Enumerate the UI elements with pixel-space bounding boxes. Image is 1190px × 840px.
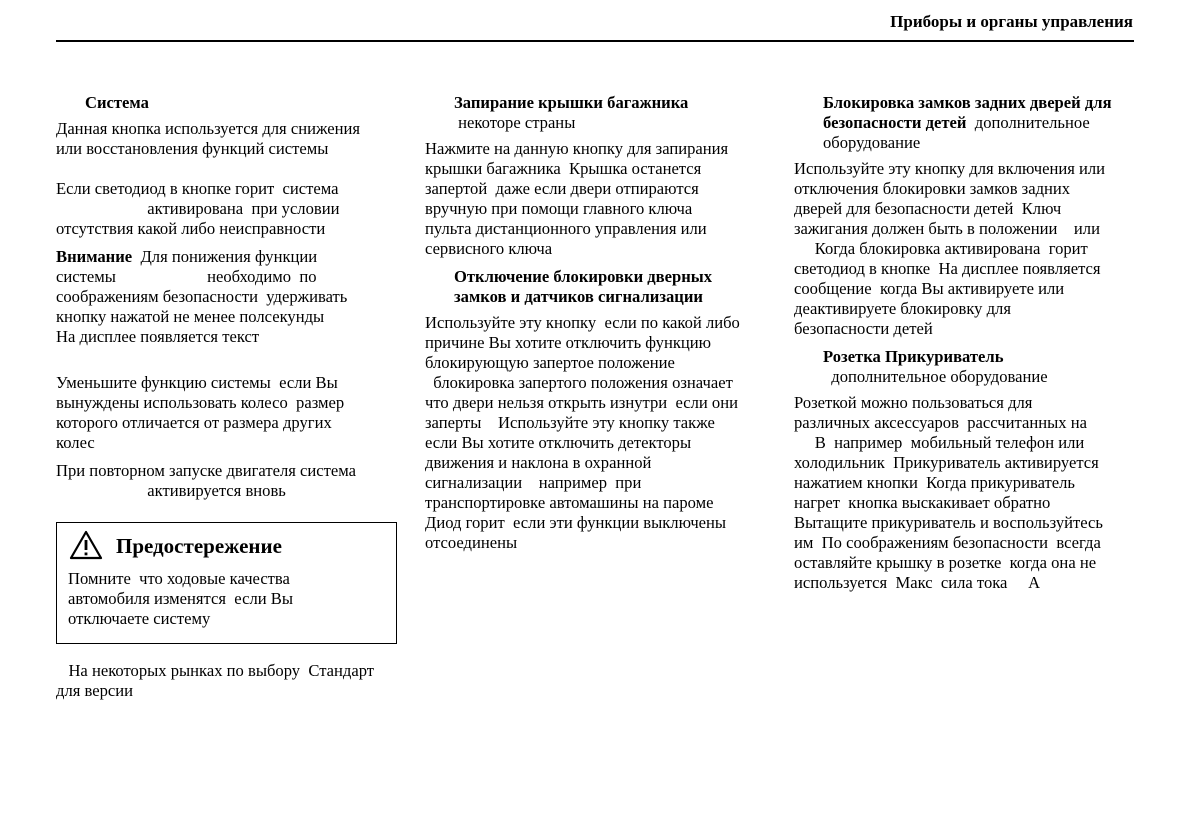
- text-line: дополнительное оборудование: [823, 367, 1048, 386]
- text-line: активирована при условии: [56, 199, 340, 218]
- text-run: дополнительное: [966, 113, 1090, 132]
- text-line: для версии: [56, 681, 134, 700]
- text-line: сигнализации например при: [425, 473, 642, 492]
- text-line: кнопку нажатой не менее полсекунды: [56, 307, 325, 326]
- paragraph: [56, 461, 356, 501]
- header-rule: [56, 40, 1134, 42]
- text-line: сообщение когда Вы активируете или: [794, 279, 1065, 298]
- heading-subtitle: [794, 367, 1048, 387]
- paragraph: [56, 179, 339, 239]
- warning-box: [56, 522, 397, 644]
- heading-trunk-lock: [425, 93, 688, 113]
- warning-triangle-icon: [69, 530, 103, 560]
- text-line: Отключение блокировки дверных: [454, 267, 713, 286]
- text-line: вынуждены использовать колесо размер: [56, 393, 345, 412]
- text-line: холодильник Прикуриватель активируется: [794, 453, 1099, 472]
- text-line: отсутствия какой либо неисправности: [56, 219, 326, 238]
- footnote: [56, 661, 374, 701]
- text-line: системы необходимо по: [56, 267, 317, 286]
- heading-door-lock-disable: [425, 267, 712, 307]
- attention-paragraph: [56, 247, 347, 347]
- text-line: блокирующую запертое положение: [425, 353, 675, 372]
- paragraph: [794, 159, 1105, 339]
- text-line: безопасности детей: [794, 319, 933, 338]
- heading-child-lock: [794, 93, 1112, 153]
- text-line: что двери нельзя открыть изнутри если они: [425, 393, 738, 412]
- text-line: соображениям безопасности удерживать: [56, 287, 348, 306]
- warning-title: Предостережение: [116, 534, 282, 558]
- text-line: замков и датчиков сигнализации: [454, 287, 703, 306]
- text-line: заперты Используйте эту кнопку также: [425, 413, 715, 432]
- text-line: оборудование: [823, 133, 921, 152]
- text-line: отключаете систему: [68, 609, 211, 628]
- text-line: Используйте эту кнопку для включения или: [794, 159, 1106, 178]
- text-run: Для понижения функции: [132, 247, 318, 266]
- text-line: некоторе страны: [454, 113, 576, 132]
- text-line: различных аксессуаров рассчитанных на: [794, 413, 1087, 432]
- text-line: При повторном запуске двигателя система: [56, 461, 357, 480]
- text-line: оставляйте крышку в розетке когда она не: [794, 553, 1097, 572]
- text-line: сервисного ключа: [425, 239, 553, 258]
- text-line: блокировка запертого положения означает: [425, 373, 733, 392]
- bold-term: безопасности детей: [823, 113, 967, 132]
- text-line: которого отличается от размера других: [56, 413, 332, 432]
- text-line: колес: [56, 433, 95, 452]
- text-line: зажигания должен быть в положении или: [794, 219, 1100, 238]
- paragraph: [56, 119, 360, 159]
- text-line: отсоединены: [425, 533, 518, 552]
- text-line: активируется вновь: [56, 481, 286, 500]
- page-header-title: Приборы и органы управления: [890, 12, 1133, 31]
- text-line: Данная кнопка используется для снижения: [56, 119, 360, 138]
- text-line: Вытащите прикуриватель и воспользуйтесь: [794, 513, 1103, 532]
- text-line: используется Макс сила тока А: [794, 573, 1041, 592]
- heading-subtitle: [425, 113, 575, 133]
- text-line: если Вы хотите отключить детекторы: [425, 433, 692, 452]
- text-line: На дисплее появляется текст: [56, 327, 260, 346]
- bold-term: Внимание: [56, 247, 133, 266]
- text-line: Запирание крышки багажника: [454, 93, 689, 112]
- text-line: [56, 247, 347, 267]
- paragraph: [425, 139, 728, 259]
- text-line: нажатием кнопки Когда прикуриватель: [794, 473, 1075, 492]
- text-line: Розетка Прикуриватель: [823, 347, 1004, 366]
- text-line: движения и наклона в охранной: [425, 453, 652, 472]
- text-line: В например мобильный телефон или: [794, 433, 1085, 452]
- text-line: или восстановления функций системы: [56, 139, 329, 158]
- text-line: нагрет кнопка выскакивает обратно: [794, 493, 1051, 512]
- text-line: вручную при помощи главного ключа: [425, 199, 693, 218]
- text-line: Нажмите на данную кнопку для запирания: [425, 139, 729, 158]
- text-line: Когда блокировка активирована горит: [794, 239, 1088, 258]
- text-line: причине Вы хотите отключить функцию: [425, 333, 712, 352]
- paragraph: [56, 373, 344, 453]
- text-line: пульта дистанционного управления или: [425, 219, 707, 238]
- text-line: Розеткой можно пользоваться для: [794, 393, 1033, 412]
- text-line: [823, 113, 1112, 133]
- text-line: автомобиля изменятся если Вы: [68, 589, 293, 608]
- text-line: отключения блокировки замков задних: [794, 179, 1071, 198]
- text-line: Помните что ходовые качества: [68, 569, 290, 588]
- text-line: деактивируете блокировку для: [794, 299, 1011, 318]
- text-line: запертой даже если двери отпираются: [425, 179, 699, 198]
- text-line: На некоторых рынках по выбору Стандарт: [56, 661, 375, 680]
- text-line: крышки багажника Крышка останется: [425, 159, 702, 178]
- heading-system: [56, 93, 149, 113]
- text-line: Блокировка замков задних дверей для: [823, 93, 1112, 112]
- text-line: дверей для безопасности детей Ключ: [794, 199, 1062, 218]
- paragraph: [425, 313, 740, 553]
- text-line: Если светодиод в кнопке горит система: [56, 179, 339, 198]
- text-line: Система: [85, 93, 149, 112]
- text-line: светодиод в кнопке На дисплее появляется: [794, 259, 1101, 278]
- paragraph: [794, 393, 1103, 593]
- text-line: транспортировке автомашины на пароме: [425, 493, 714, 512]
- heading-socket-lighter: [794, 347, 1004, 367]
- text-line: Используйте эту кнопку если по какой либо: [425, 313, 740, 332]
- text-line: Уменьшите функцию системы если Вы: [56, 373, 338, 392]
- text-line: Диод горит если эти функции выключены: [425, 513, 727, 532]
- warning-text: [68, 569, 293, 629]
- text-line: им По соображениям безопасности всегда: [794, 533, 1101, 552]
